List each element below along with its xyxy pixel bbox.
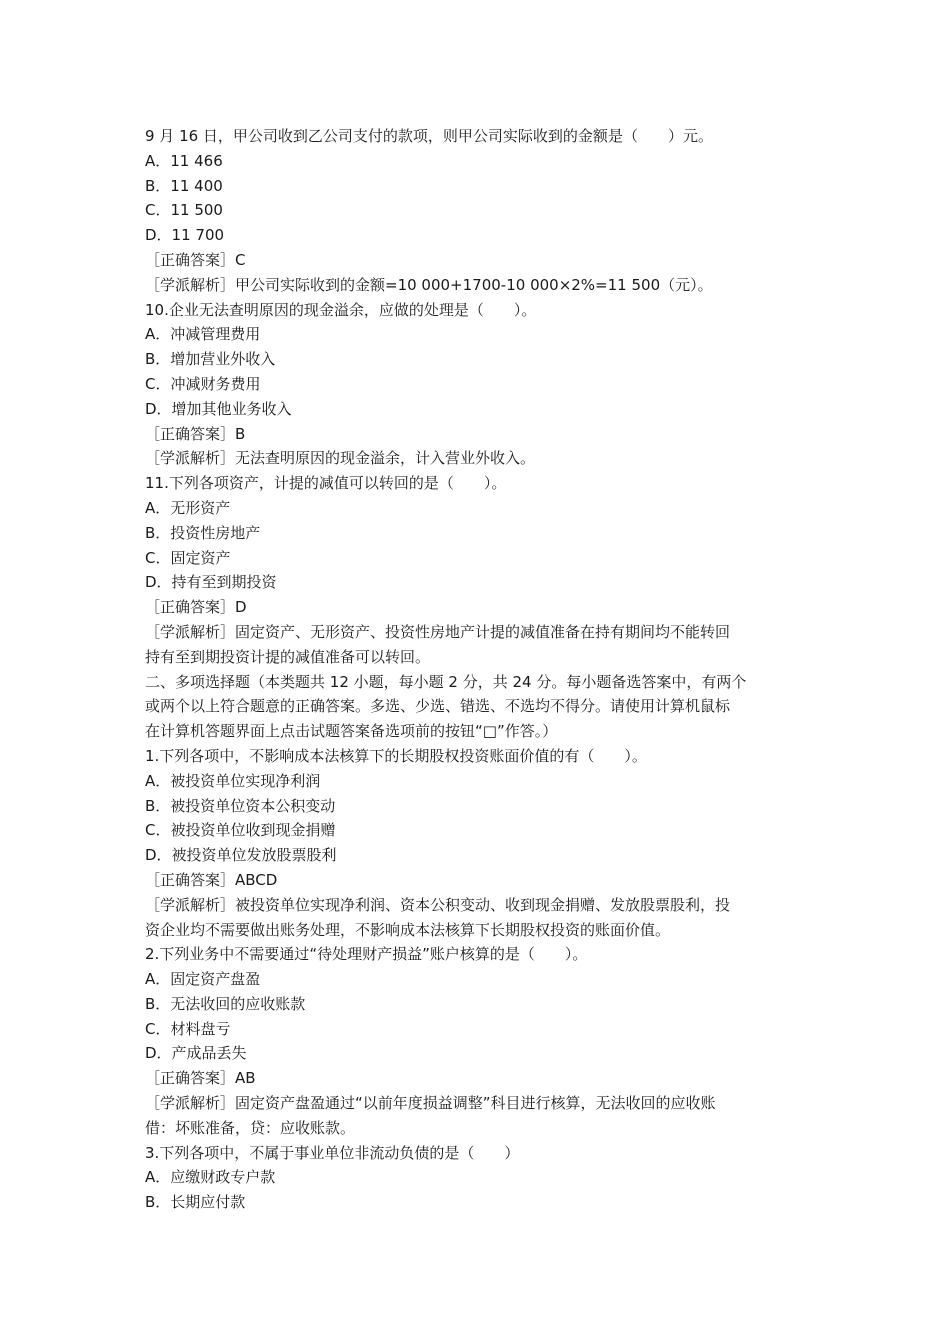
option-d: D．持有至到期投资 <box>145 573 277 592</box>
correct-answer: ［正确答案］AB <box>145 1069 256 1088</box>
option-b: B．被投资单位资本公积变动 <box>145 796 336 815</box>
option-c: C．固定资产 <box>145 548 231 567</box>
option-b: B．增加营业外收入 <box>145 350 276 369</box>
option-c: C．11 500 <box>145 201 223 220</box>
option-a: A．固定资产盘盈 <box>145 970 261 989</box>
question-1-stem: 1.下列各项中，不影响成本法核算下的长期股权投资账面价值的有（ ）。 <box>145 746 647 765</box>
option-d: D．增加其他业务收入 <box>145 399 292 418</box>
explanation: ［学派解析］无法查明原因的现金溢余，计入营业外收入。 <box>145 449 536 468</box>
document-body <box>145 124 810 1215</box>
option-b: B．11 400 <box>145 176 223 195</box>
option-b: B．投资性房地产 <box>145 523 261 542</box>
explanation: ［学派解析］被投资单位实现净利润、资本公积变动、收到现金捐赠、发放股票股利，投 <box>145 895 731 914</box>
option-a: A．11 466 <box>145 151 223 170</box>
correct-answer: ［正确答案］C <box>145 250 246 269</box>
option-b: B．长期应付款 <box>145 1193 246 1212</box>
section-instructions: 或两个以上符合题意的正确答案。多选、少选、错选、不选均不得分。请使用计算机鼠标 <box>145 697 731 716</box>
section-instructions: 在计算机答题界面上点击试题答案备选项前的按钮“□”作答。） <box>145 722 558 741</box>
question-9-stem: 9 月 16 日，甲公司收到乙公司支付的款项，则甲公司实际收到的金额是（ ）元。 <box>145 127 713 145</box>
question-3-stem: 3.下列各项中，不属于事业单位非流动负债的是（ ） <box>145 1143 520 1162</box>
explanation: ［学派解析］甲公司实际收到的金额=10 000+1700-10 000×2%=11 500（元）。 <box>145 275 713 294</box>
question-10-stem: 10.企业无法查明原因的现金溢余，应做的处理是（ ）。 <box>145 300 537 319</box>
section-heading-multiple-choice: 二、多项选择题（本类题共 12 小题，每小题 2 分，共 24 分。每小题备选答案中，有两个 <box>145 672 747 691</box>
explanation: ［学派解析］固定资产、无形资产、投资性房地产计提的减值准备在持有期间均不能转回 <box>145 622 731 641</box>
option-d: D．11 700 <box>145 226 225 245</box>
explanation-continued: 持有至到期投资计提的减值准备可以转回。 <box>145 647 431 666</box>
question-11-stem: 11.下列各项资产，计提的减值可以转回的是（ ）。 <box>145 474 507 493</box>
explanation-continued: 借：坏账准备，贷：应收账款。 <box>145 1118 356 1137</box>
correct-answer: ［正确答案］D <box>145 598 247 617</box>
option-c: C．冲减财务费用 <box>145 374 261 393</box>
option-a: A．无形资产 <box>145 498 231 517</box>
option-a: A．被投资单位实现净利润 <box>145 771 321 790</box>
option-a: A．冲减管理费用 <box>145 325 261 344</box>
explanation: ［学派解析］固定资产盘盈通过“以前年度损益调整”科目进行核算，无法收回的应收账 <box>145 1094 716 1113</box>
option-b: B．无法收回的应收账款 <box>145 994 306 1013</box>
correct-answer: ［正确答案］B <box>145 424 246 443</box>
option-c: C．被投资单位收到现金捐赠 <box>145 821 336 840</box>
option-a: A．应缴财政专户款 <box>145 1168 276 1187</box>
option-d: D．被投资单位发放股票股利 <box>145 846 337 865</box>
option-c: C．材料盘亏 <box>145 1019 231 1038</box>
correct-answer: ［正确答案］ABCD <box>145 870 278 889</box>
explanation-continued: 资企业均不需要做出账务处理，不影响成本法核算下长期股权投资的账面价值。 <box>145 920 671 939</box>
option-d: D．产成品丢失 <box>145 1044 247 1063</box>
question-2-stem: 2.下列业务中不需要通过“待处理财产损益”账户核算的是（ ）。 <box>145 945 588 964</box>
